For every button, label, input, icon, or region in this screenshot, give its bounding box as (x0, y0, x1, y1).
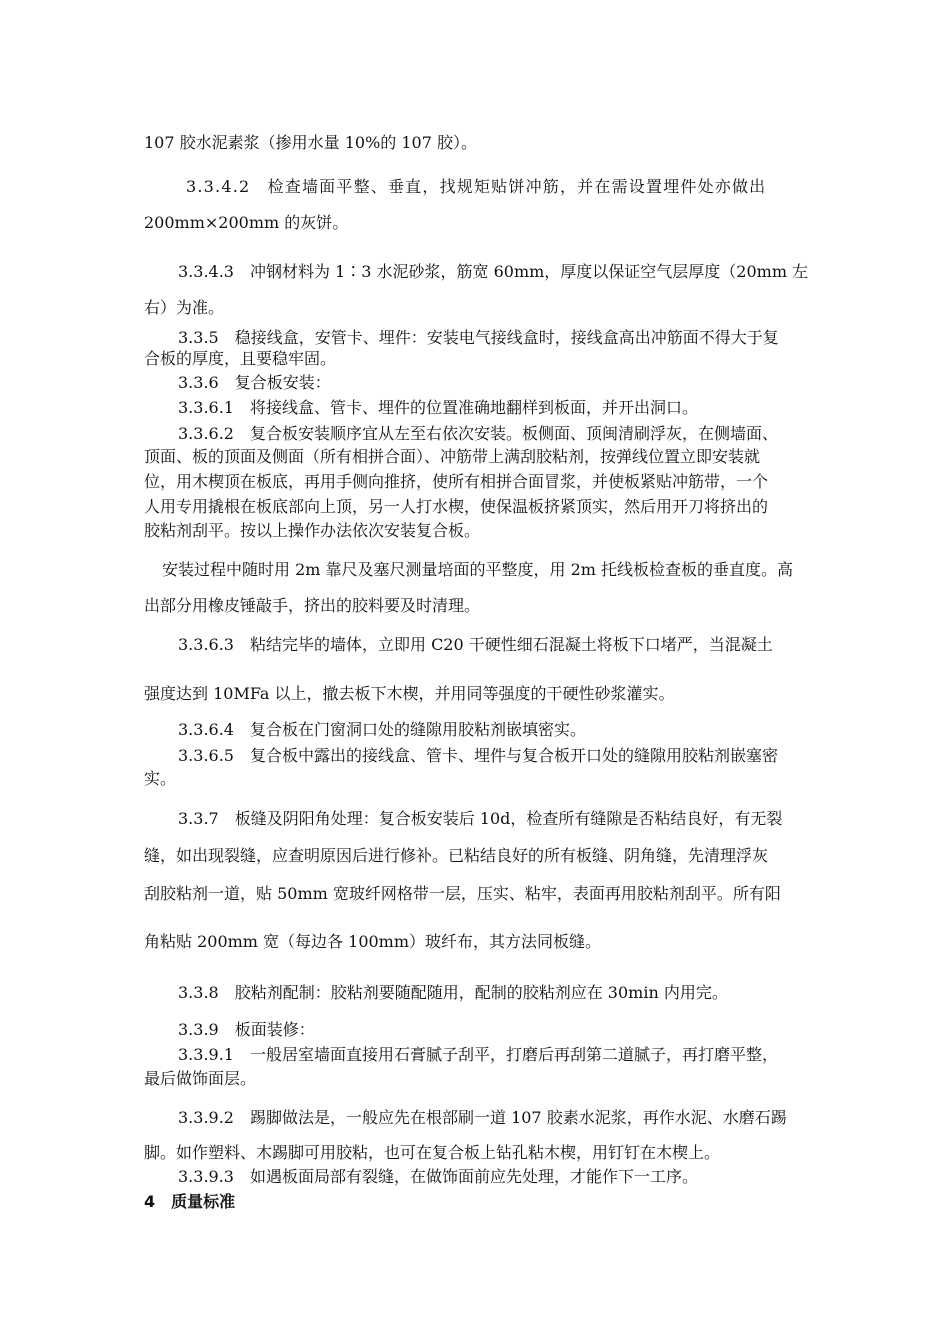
text-line: 右）为准。 (144, 298, 225, 317)
text-line: 胶粘剂刮平。按以上操作办法依次安装复合板。 (144, 521, 481, 540)
text-line: 角粘贴 200mm 宽（每边各 100mm）玻纤布，其方法同板缝。 (144, 932, 602, 951)
text-line: 缝，如出现裂缝，应查明原因后进行修补。已粘结良好的所有板缝、阴角缝，先清理浮灰 (144, 846, 769, 865)
text-line: 3.3.5 稳接线盒，安管卡、埋件：安装电气接线盒时，接线盒高出冲筋面不得大于复 (178, 328, 779, 347)
text-line: 107 胶水泥素浆（掺用水量 10%的 107 胶）。 (144, 133, 477, 152)
text-line: 3.3.6.2 复合板安装顺序宜从左至右依次安装。板侧面、顶闽清刷浮灰，在侧墙面、 (178, 424, 778, 443)
text-line: 合板的厚度，且要稳牢固。 (144, 349, 337, 368)
text-line: 刮胶粘剂一道，贴 50mm 宽玻纤网格带一层，压实、粘牢，表面再用胶粘剂刮平。所有阳 (144, 884, 781, 903)
text-line: 人用专用撬根在板底部向上顶，另一人打水楔，使保温板挤紧顶实，然后用开刀将挤出的 (144, 497, 769, 516)
text-line: 3.3.6.3 粘结完毕的墙体，立即用 C20 干硬性细石混凝土将板下口堵严，当混凝土 (178, 635, 773, 654)
text-line: 200mm×200mm 的灰饼。 (144, 213, 349, 232)
text-line: 3.3.9.1 一般居室墙面直接用石膏腻子刮平，打磨后再刮第二道腻子，再打磨平整， (178, 1045, 778, 1064)
text-line: 3.3.6 复合板安装： (178, 373, 331, 392)
text-line: 强度达到 10MFa 以上，撤去板下木楔，并用同等强度的干硬性砂浆灌实。 (144, 684, 675, 703)
text-line: 3.3.9 板面装修： (178, 1020, 315, 1039)
text-line: 3.3.9.3 如遇板面局部有裂缝，在做饰面前应先处理，才能作下一工序。 (178, 1167, 698, 1186)
text-line: 实。 (144, 769, 177, 788)
section-heading: 4 质量标准 (144, 1192, 236, 1211)
text-line: 3.3.8 胶粘剂配制：胶粘剂要随配随用，配制的胶粘剂应在 30min 内用完。 (178, 983, 728, 1002)
text-line: 安装过程中随时用 2m 靠尺及塞尺测量培面的平整度，用 2m 托线板检查板的垂直度。高 (162, 560, 794, 579)
text-line: 脚。如作塑料、木踢脚可用胶粘，也可在复合板上钻孔粘木楔，用钉钉在木楔上。 (144, 1143, 721, 1162)
text-line: 3.3.6.4 复合板在门窗洞口处的缝隙用胶粘剂嵌填密实。 (178, 720, 586, 739)
text-line: 3.3.9.2 踢脚做法是，一般应先在根部刷一道 107 胶素水泥浆，再作水泥、水磨石踢 (178, 1108, 787, 1127)
text-line: 最后做饰面层。 (144, 1069, 257, 1088)
text-line: 3.3.4.3 冲钢材料为 1∶3 水泥砂浆，筋宽 60mm，厚度以保证空气层厚度（20mm 左 (178, 262, 809, 281)
text-line: 3.3.6.5 复合板中露出的接线盒、管卡、埋件与复合板开口处的缝隙用胶粘剂嵌塞密 (178, 746, 778, 765)
text-line: 顶面、板的顶面及侧面（所有相拼合面）、冲筋带上满刮胶粘剂，按弹线位置立即安装就 (144, 447, 761, 466)
text-line: 3.3.7 板缝及阴阳角处理：复合板安装后 10d，检查所有缝隙是否粘结良好，有无裂 (178, 809, 783, 828)
text-line: 位，用木楔顶在板底，再用手侧向推挤，使所有相拼合面冒浆，并使板紧贴冲筋带，一个 (144, 472, 769, 491)
text-line: 3.3.6.1 将接线盒、管卡、埋件的位置准确地翻样到板面，并开出洞口。 (178, 398, 698, 417)
text-line: 3.3.4.2 检查墙面平整、垂直，找规矩贴饼冲筋，并在需设置埋件处亦做出 (186, 177, 767, 196)
text-line: 出部分用橡皮锤敲手，挤出的胶料要及时清理。 (144, 596, 481, 615)
